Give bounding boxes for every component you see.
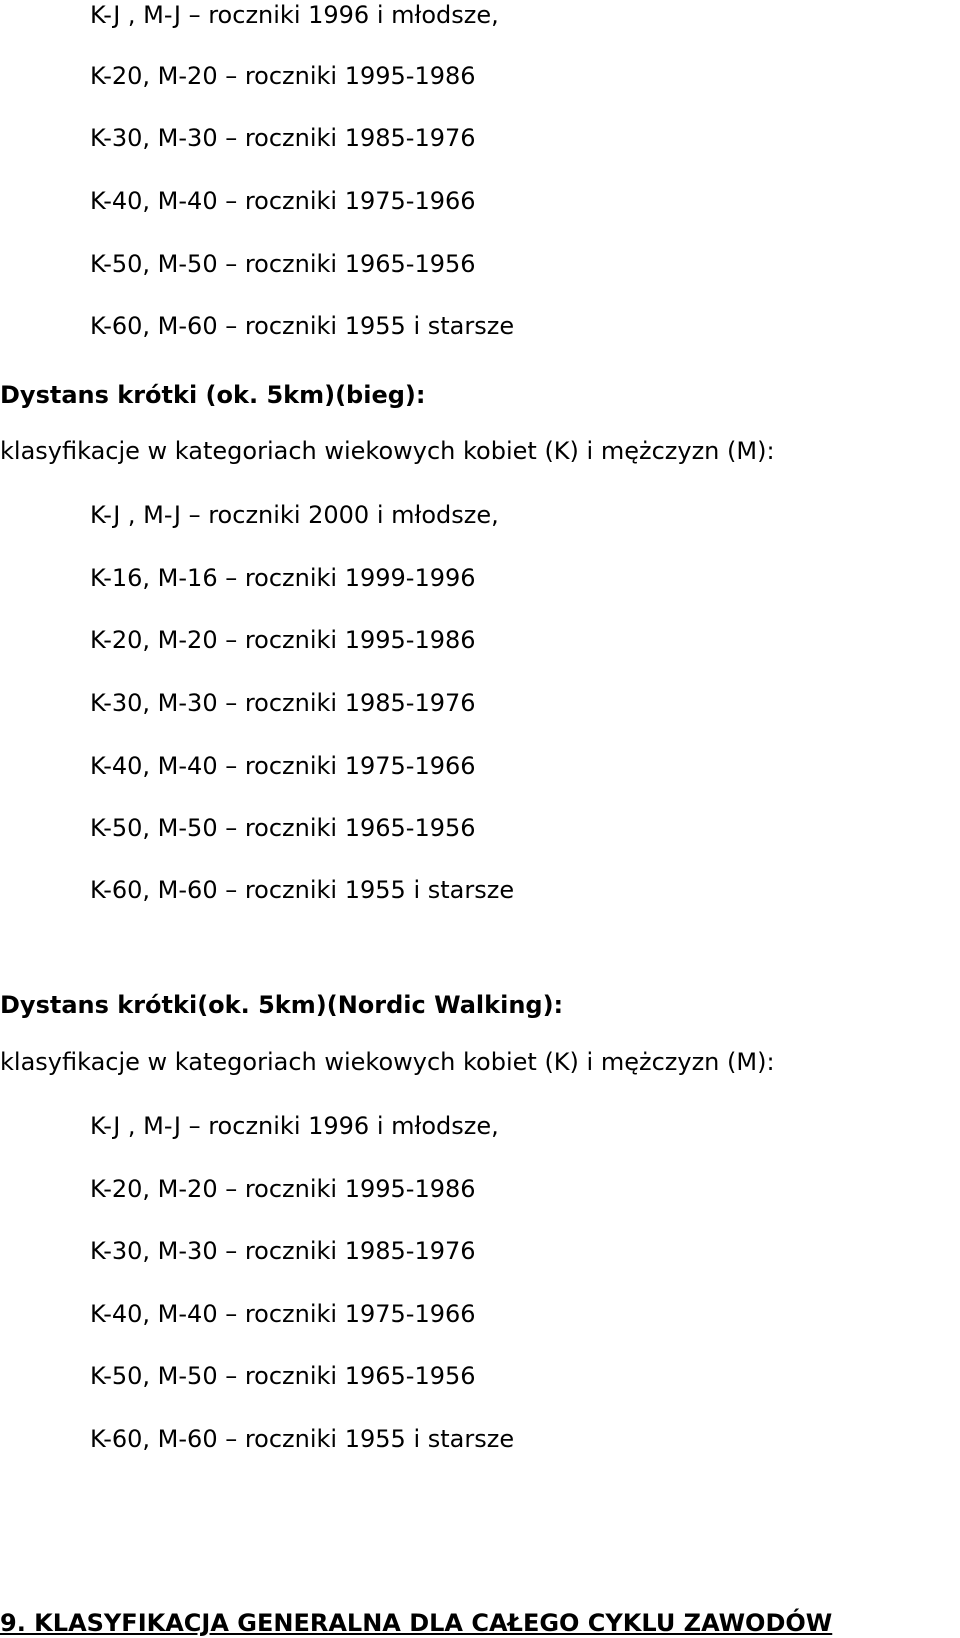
- category-item: K-J , M-J – roczniki 2000 i młodsze,: [90, 501, 499, 529]
- category-item: K-60, M-60 – roczniki 1955 i starsze: [90, 312, 515, 340]
- section-heading: Dystans krótki(ok. 5km)(Nordic Walking):: [0, 991, 564, 1019]
- category-item: K-30, M-30 – roczniki 1985-1976: [90, 124, 476, 152]
- category-item: K-60, M-60 – roczniki 1955 i starsze: [90, 1425, 515, 1453]
- category-item: K-J , M-J – roczniki 1996 i młodsze,: [90, 1112, 499, 1140]
- category-item: K-16, M-16 – roczniki 1999-1996: [90, 564, 476, 592]
- category-item: K-J , M-J – roczniki 1996 i młodsze,: [90, 1, 499, 29]
- category-item: K-50, M-50 – roczniki 1965-1956: [90, 1362, 476, 1390]
- category-item: K-40, M-40 – roczniki 1975-1966: [90, 1300, 476, 1328]
- category-item: K-40, M-40 – roczniki 1975-1966: [90, 752, 476, 780]
- category-item: K-50, M-50 – roczniki 1965-1956: [90, 814, 476, 842]
- category-item: K-20, M-20 – roczniki 1995-1986: [90, 1175, 476, 1203]
- category-item: K-20, M-20 – roczniki 1995-1986: [90, 62, 476, 90]
- category-item: K-40, M-40 – roczniki 1975-1966: [90, 187, 476, 215]
- category-item: K-50, M-50 – roczniki 1965-1956: [90, 250, 476, 278]
- category-item: K-60, M-60 – roczniki 1955 i starsze: [90, 876, 515, 904]
- chapter-heading: 9. KLASYFIKACJA GENERALNA DLA CAŁEGO CYKLU ZAWODÓW: [0, 1609, 833, 1637]
- section-intro: klasyfikacje w kategoriach wiekowych kobiet (K) i mężczyzn (M):: [0, 437, 775, 465]
- category-item: K-20, M-20 – roczniki 1995-1986: [90, 626, 476, 654]
- section-heading: Dystans krótki (ok. 5km)(bieg):: [0, 381, 426, 409]
- category-item: K-30, M-30 – roczniki 1985-1976: [90, 1237, 476, 1265]
- category-item: K-30, M-30 – roczniki 1985-1976: [90, 689, 476, 717]
- section-intro: klasyfikacje w kategoriach wiekowych kobiet (K) i mężczyzn (M):: [0, 1048, 775, 1076]
